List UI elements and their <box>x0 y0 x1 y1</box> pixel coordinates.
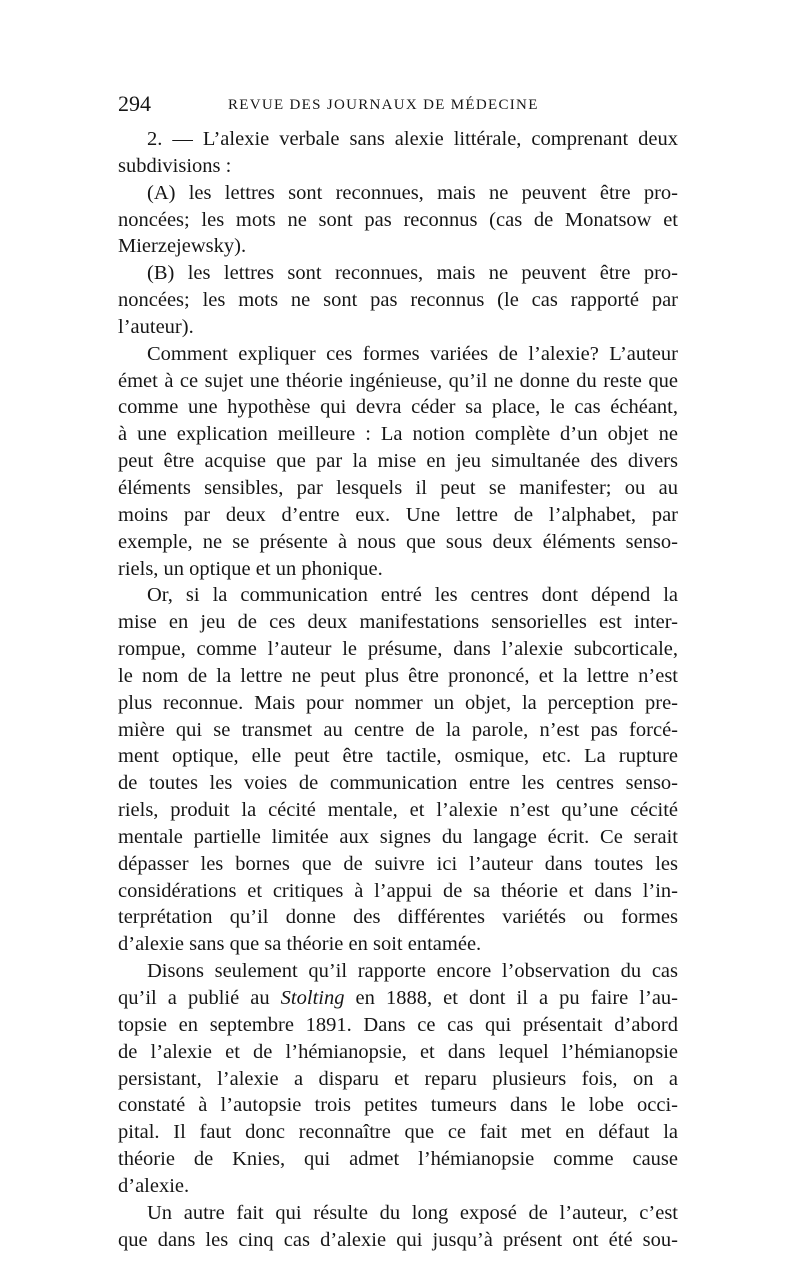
text-line: mentale partielle limitée aux signes du langage écrit. Ce serait <box>118 825 678 848</box>
text-line: (B) les lettres sont reconnues, mais ne peuvent être pro- <box>147 262 678 285</box>
running-head: REVUE DES JOURNAUX DE MÉDECINE <box>228 97 539 113</box>
text-line <box>118 985 678 1012</box>
text-line: Disons seulement qu’il rapporte encore l’observation du cas <box>147 960 678 983</box>
text-line: terprétation qu’il donne des différentes variétés ou formes <box>118 906 678 929</box>
text-line: à une explication meilleure : La notion complète d’un objet ne <box>118 423 678 446</box>
text-line: Comment expliquer ces formes variées de l’alexie? L’auteur <box>147 342 678 365</box>
text-line: mière qui se transmet au centre de la parole, n’est pas forcé- <box>118 718 678 741</box>
text-line: subdivisions : <box>118 154 232 177</box>
text-line: théorie de Knies, qui admet l’hémianopsie comme cause <box>118 1148 678 1171</box>
text-segment: qu’il a publié au <box>118 987 281 1009</box>
text-line: moins par deux d’entre eux. Une lettre de l’alphabet, par <box>118 503 678 526</box>
text-line: peut être acquise que par la mise en jeu simultanée des divers <box>118 450 678 473</box>
italic-name: Stolting <box>280 987 345 1009</box>
text-line: 2. — L’alexie verbale sans alexie littérale, comprenant deux <box>147 128 678 150</box>
text-line: l’auteur). <box>118 315 194 338</box>
text-line: comme une hypothèse qui devra céder sa place, le cas échéant, <box>118 396 678 419</box>
text-line: d’alexie. <box>118 1174 190 1197</box>
text-line: que dans les cinq cas d’alexie qui jusqu’à présent ont été sou- <box>118 1228 678 1251</box>
page-header <box>118 92 680 116</box>
text-line: constaté à l’autopsie trois petites tumeurs dans le lobe occi- <box>118 1094 678 1117</box>
text-line: topsie en septembre 1891. Dans ce cas qui présentait d’abord <box>118 1013 678 1036</box>
text-line: émet à ce sujet une théorie ingénieuse, qu’il ne donne du reste que <box>118 369 678 392</box>
text-line: de toutes les voies de communication entre les centres senso- <box>118 772 678 795</box>
text-line: mise en jeu de ces deux manifestations sensorielles est inter- <box>118 611 678 634</box>
text-line: considérations et critiques à l’appui de sa théorie et dans l’in- <box>118 879 678 902</box>
text-line: exemple, ne se présente à nous que sous deux éléments senso- <box>118 530 678 553</box>
text-line: plus reconnue. Mais pour nommer un objet, la perception pre- <box>118 691 678 714</box>
page-number: 294 <box>118 91 151 116</box>
text-line: riels, produit la cécité mentale, et l’alexie n’est qu’une cécité <box>118 799 678 822</box>
text-line: pital. Il faut donc reconnaître que ce fait met en défaut la <box>118 1121 678 1144</box>
text-line: éléments sensibles, par lesquels il peut se manifester; ou au <box>118 476 678 499</box>
text-line: le nom de la lettre ne peut plus être prononcé, et la lettre n’est <box>118 664 678 687</box>
text-line: Or, si la communication entré les centres dont dépend la <box>147 584 678 607</box>
text-line: rompue, comme l’auteur le présume, dans l’alexie subcorticale, <box>118 638 678 661</box>
text-line: riels, un optique et un phonique. <box>118 557 383 580</box>
text-line: Un autre fait qui résulte du long exposé de l’auteur, c’est <box>147 1201 678 1224</box>
text-line: dépasser les bornes que de suivre ici l’auteur dans toutes les <box>118 852 678 875</box>
text-line: ment optique, elle peut être tactile, osmique, etc. La rupture <box>118 745 678 768</box>
text-segment: en 1888, et dont il a pu faire l’au- <box>344 987 679 1009</box>
text-line: (A) les lettres sont reconnues, mais ne peuvent être pro- <box>147 181 678 204</box>
text-line: de l’alexie et de l’hémianopsie, et dans lequel l’hémianopsie <box>118 1040 678 1063</box>
text-line: persistant, l’alexie a disparu et reparu plusieurs fois, on a <box>118 1067 678 1090</box>
text-line: noncées; les mots ne sont pas reconnus (cas de Monatsow et <box>118 208 678 231</box>
text-line: noncées; les mots ne sont pas reconnus (le cas rapporté par <box>118 289 678 312</box>
body-text <box>118 126 678 1253</box>
text-line: Mierzejewsky). <box>118 235 247 258</box>
text-line: d’alexie sans que sa théorie en soit entamée. <box>118 933 482 956</box>
